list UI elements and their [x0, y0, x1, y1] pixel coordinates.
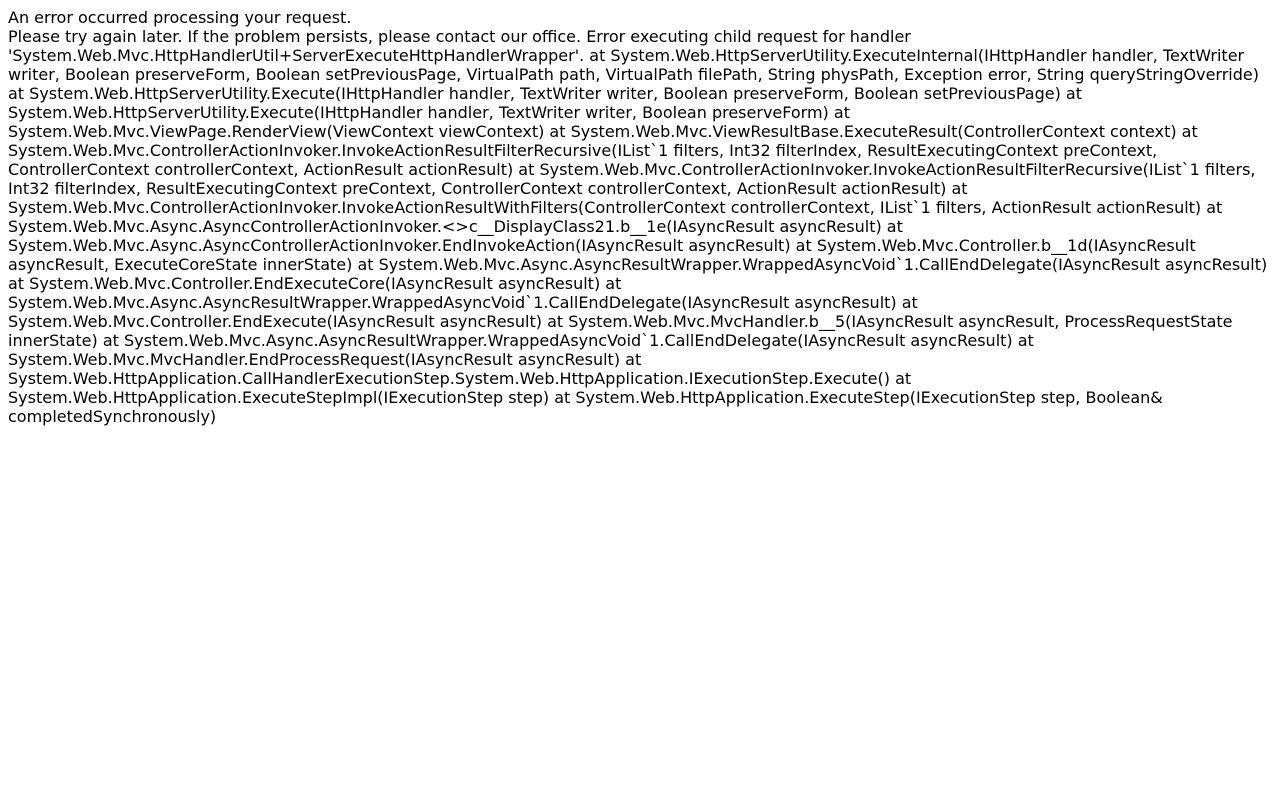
error-message-line: completedSynchronously)	[8, 407, 217, 426]
error-message-line: innerState) at System.Web.Mvc.Async.AsyncResultWrapper.WrappedAsyncVoid`1.CallEndDelegate(IAsyncResult asyncResult) at	[8, 331, 1034, 350]
error-message-line: System.Web.Mvc.ViewPage.RenderView(ViewContext viewContext) at System.Web.Mvc.ViewResultBase.ExecuteResult(ControllerContext context) at	[8, 122, 1198, 141]
error-message-line: System.Web.HttpServerUtility.Execute(IHttpHandler handler, TextWriter writer, Boolean preserveForm) at	[8, 103, 850, 122]
error-message-line: at System.Web.Mvc.Controller.EndExecuteCore(IAsyncResult asyncResult) at	[8, 274, 622, 293]
error-message-line: at System.Web.HttpServerUtility.Execute(IHttpHandler handler, TextWriter writer, Boolean preserveForm, Boolean setPreviousPage) at	[8, 84, 1082, 103]
error-message-line: System.Web.Mvc.ControllerActionInvoker.InvokeActionResultWithFilters(ControllerContext controllerContext, IList`1 filters, ActionResult actionResult) at	[8, 198, 1223, 217]
error-message-line: System.Web.Mvc.MvcHandler.EndProcessRequest(IAsyncResult asyncResult) at	[8, 350, 642, 369]
error-message-line: System.Web.HttpApplication.CallHandlerExecutionStep.System.Web.HttpApplication.IExecutionStep.Execute() at	[8, 369, 912, 388]
error-message-line: asyncResult, ExecuteCoreState innerState) at System.Web.Mvc.Async.AsyncResultWrapper.WrappedAsyncVoid`1.CallEndDelegate(IAsyncResult asyncResult)	[8, 255, 1268, 274]
error-message-line: System.Web.Mvc.Controller.EndExecute(IAsyncResult asyncResult) at System.Web.Mvc.MvcHandler.b__5(IAsyncResult asyncResult, ProcessRequestState	[8, 312, 1233, 331]
error-message-line: System.Web.Mvc.Async.AsyncControllerActionInvoker.EndInvokeAction(IAsyncResult asyncResult) at System.Web.Mvc.Controller.b__1d(IAsyncResult	[8, 236, 1196, 255]
error-message-line: System.Web.Mvc.Async.AsyncResultWrapper.WrappedAsyncVoid`1.CallEndDelegate(IAsyncResult asyncResult) at	[8, 293, 918, 312]
error-message-line: Int32 filterIndex, ResultExecutingContext preContext, ControllerContext controllerContext, ActionResult actionResult) at	[8, 179, 968, 198]
error-message-line: 'System.Web.Mvc.HttpHandlerUtil+ServerExecuteHttpHandlerWrapper'. at System.Web.HttpServerUtility.ExecuteInternal(IHttpHandler handler, TextWriter	[8, 46, 1245, 65]
error-message-line: writer, Boolean preserveForm, Boolean setPreviousPage, VirtualPath path, VirtualPath filePath, String physPath, Exception error, String queryStringOverride)	[8, 65, 1259, 84]
error-page-content	[8, 8, 1268, 426]
error-message-line: System.Web.Mvc.ControllerActionInvoker.InvokeActionResultFilterRecursive(IList`1 filters, Int32 filterIndex, ResultExecutingContext preContext,	[8, 141, 1158, 160]
error-heading: An error occurred processing your request.	[8, 8, 352, 27]
error-message-line: Please try again later. If the problem persists, please contact our office. Error executing child request for handler	[8, 27, 911, 46]
error-message	[8, 27, 1268, 426]
error-message-line: System.Web.HttpApplication.ExecuteStepImpl(IExecutionStep step) at System.Web.HttpApplication.ExecuteStep(IExecutionStep step, Boolean&	[8, 388, 1163, 407]
error-message-line: ControllerContext controllerContext, ActionResult actionResult) at System.Web.Mvc.ControllerActionInvoker.InvokeActionResultFilterRecursive(IList`1 filters,	[8, 160, 1256, 179]
error-message-line: System.Web.Mvc.Async.AsyncControllerActionInvoker.<>c__DisplayClass21.b__1e(IAsyncResult asyncResult) at	[8, 217, 903, 236]
